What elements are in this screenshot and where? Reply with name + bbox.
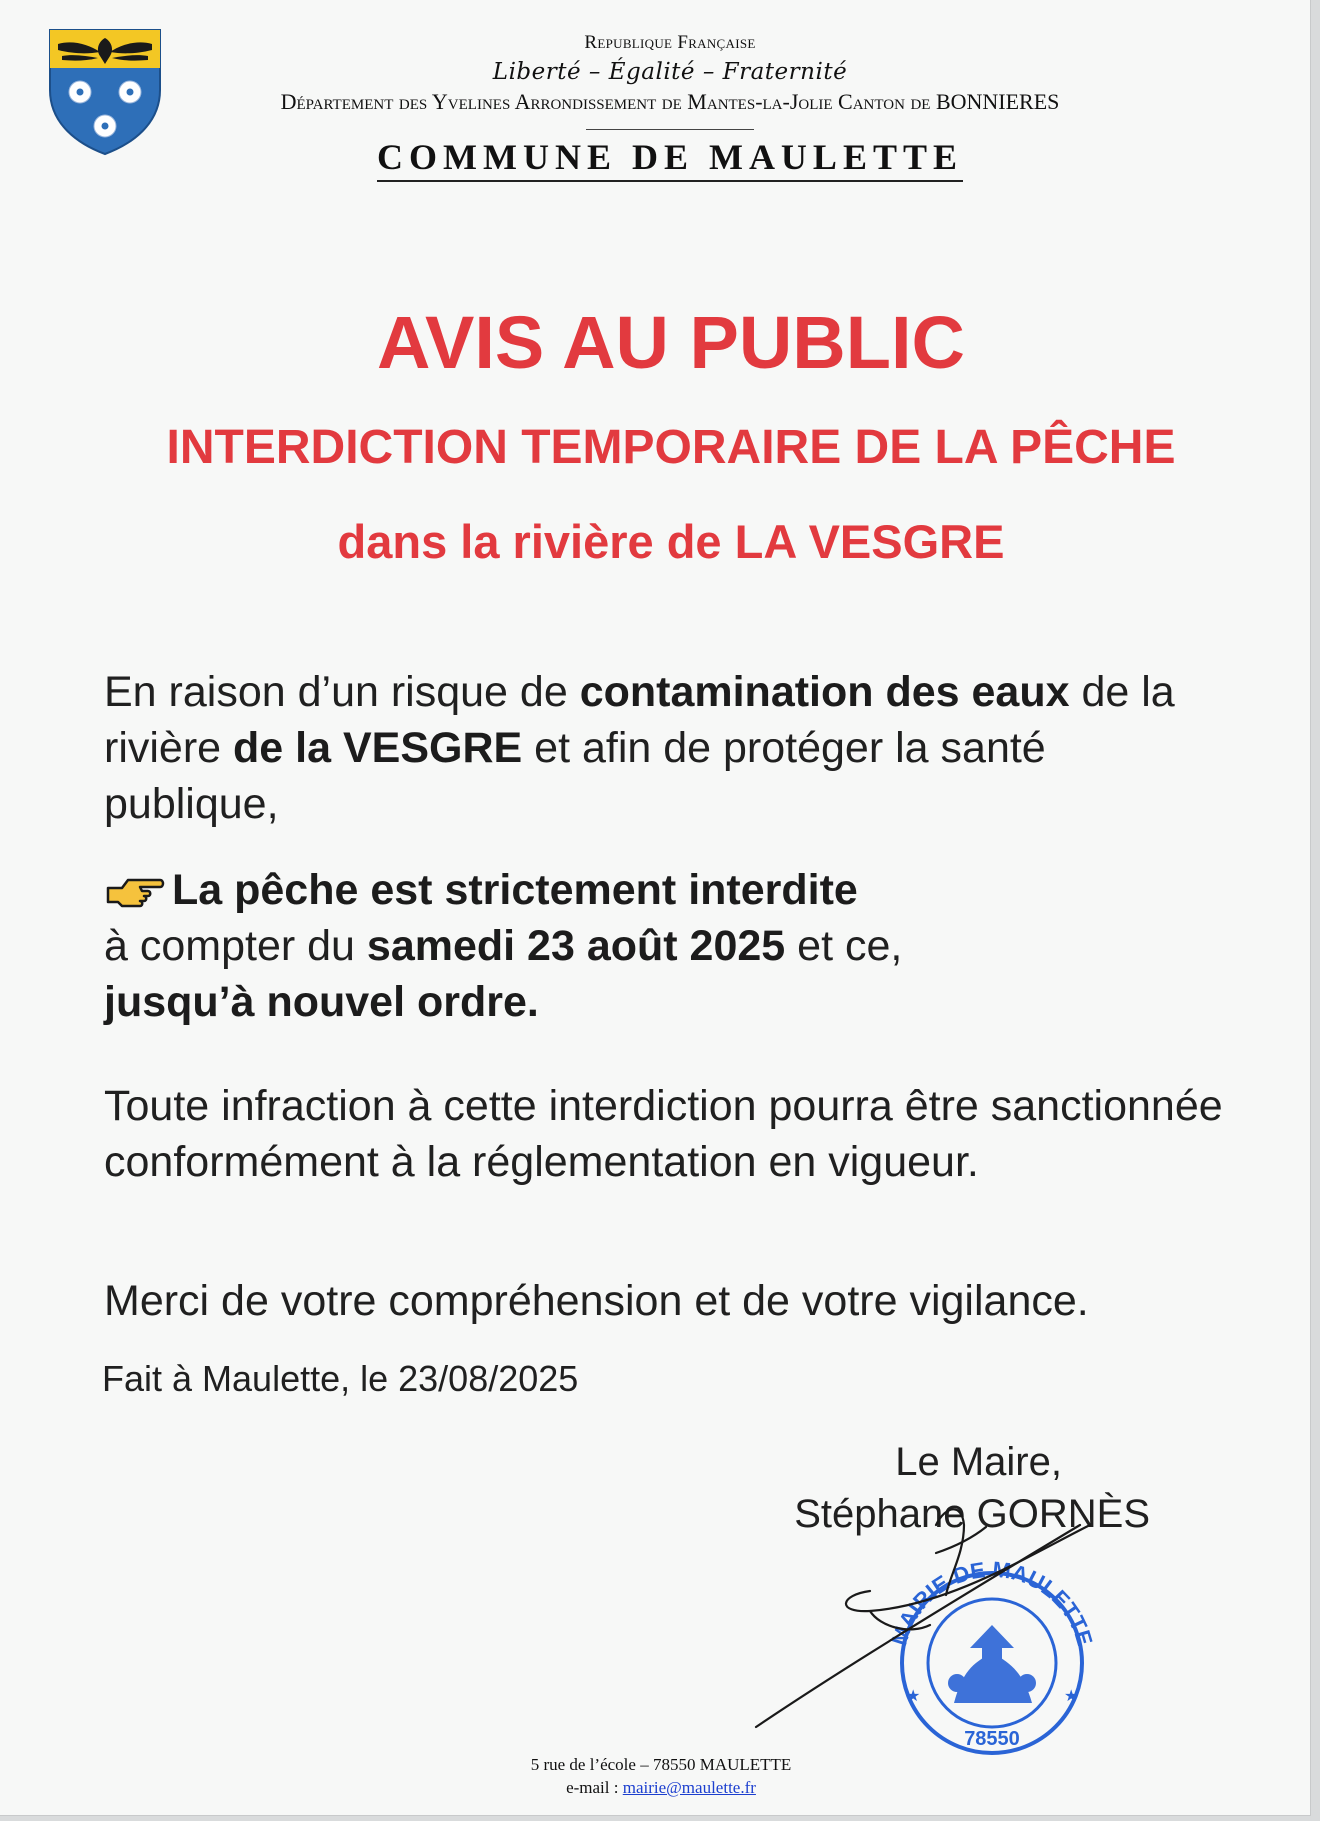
- p1-text-c: de la rivière: [104, 668, 1175, 772]
- ban-start-date: samedi 23 août 2025: [366, 922, 786, 970]
- p1-bold-contamination: contamination des eaux: [579, 668, 1070, 716]
- pointing-hand-icon: [104, 872, 166, 912]
- paragraph-sanction: Toute infraction à cette interdiction pourra être sanctionnée conformément à la réglementation en vigueur.: [104, 1082, 1223, 1186]
- coat-of-arms-icon: [48, 28, 162, 156]
- p1-text-e: et afin de protéger la santé publique,: [104, 724, 1046, 828]
- department-line: Département des Yvelines Arrondissement de Mantes-la-Jolie Canton de BONNIERES: [280, 89, 1060, 114]
- commune-name: COMMUNE DE MAULETTE: [377, 136, 963, 182]
- notice-subtitle: INTERDICTION TEMPORAIRE DE LA PÊCHE: [166, 421, 1176, 474]
- motto-line: Liberté – Égalité – Fraternité: [492, 59, 848, 85]
- mayor-name: Stéphane GORNÈS: [794, 1492, 1150, 1536]
- p1-text-a: En raison d’un risque de: [104, 668, 580, 716]
- official-stamp-icon: [750, 1495, 1150, 1755]
- ban-until: jusqu’à nouvel ordre.: [104, 978, 539, 1026]
- svg-text:★: ★: [1064, 1686, 1079, 1705]
- paragraph-ban: [104, 862, 1224, 1030]
- place-date: Fait à Maulette, le 23/08/2025: [102, 1358, 579, 1399]
- p1-bold-river: de la VESGRE: [233, 724, 523, 772]
- republic-line: Republique Française: [584, 32, 756, 53]
- p2-text-d: et ce,: [785, 922, 903, 970]
- email-link[interactable]: mairie@maulette.fr: [622, 1778, 756, 1797]
- footer-email-label: e-mail :: [566, 1778, 623, 1797]
- letterhead: [190, 32, 1150, 182]
- stamp-code: 78550: [964, 1728, 1020, 1750]
- footer-email-line: [0, 1776, 1320, 1799]
- mayor-role: Le Maire,: [895, 1440, 1062, 1484]
- notice-location: dans la rivière de LA VESGRE: [337, 515, 1005, 568]
- ban-headline: La pêche est strictement interdite: [172, 866, 858, 914]
- footer-address: 5 rue de l’école – 78550 MAULETTE: [530, 1755, 792, 1774]
- footer: [0, 1753, 1320, 1799]
- stamp-text: MAIRIE DE MAULETTE: [886, 1556, 1098, 1649]
- svg-text:★: ★: [906, 1686, 921, 1705]
- p2-text-b: à compter du: [104, 922, 367, 970]
- header-divider: [586, 129, 754, 130]
- notice-title: AVIS AU PUBLIC: [377, 301, 965, 384]
- paragraph-reason: [104, 664, 1224, 832]
- paragraph-thanks: Merci de votre compréhension et de votre vigilance.: [104, 1277, 1089, 1325]
